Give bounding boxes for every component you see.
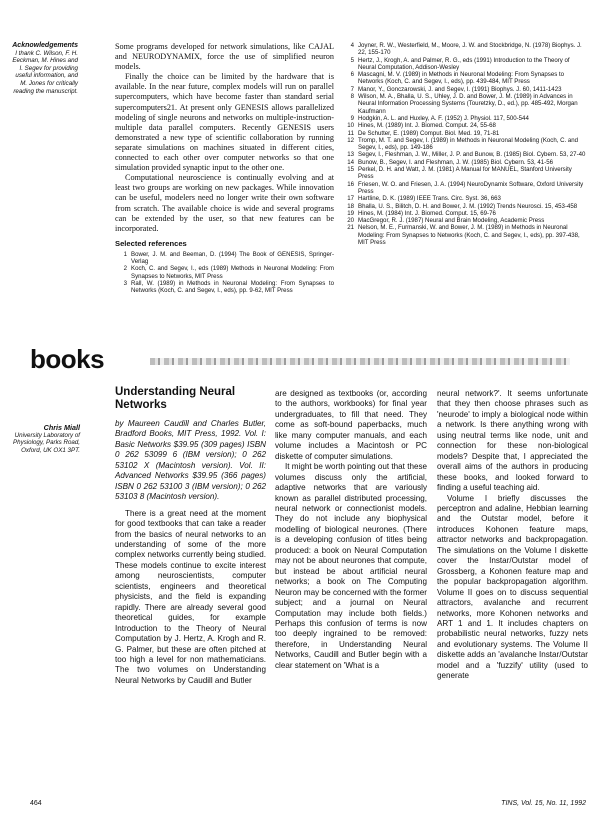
reference-text: Bhalla, U. S., Bilitch, D. H. and Bower, J. M. (1992) Trends Neurosci. 15, 453-458 <box>358 202 578 210</box>
reference-item <box>342 122 588 129</box>
reference-text: Perkel, D. H. and Watt, J. M. (1981) A Manual for MANUEL, Stanford University Press <box>358 166 572 181</box>
reference-number: 5 <box>350 56 354 64</box>
reference-number: 8 <box>350 93 354 101</box>
reference-item <box>342 86 588 93</box>
reference-number: 14 <box>347 158 354 166</box>
reference-number: 19 <box>347 209 354 217</box>
reference-item <box>342 224 588 246</box>
reference-number: 10 <box>347 122 354 130</box>
review-column-2 <box>275 389 427 671</box>
reference-item <box>342 210 588 217</box>
reference-number: 9 <box>350 114 354 122</box>
reference-number: 4 <box>350 42 354 49</box>
reference-text: Segev, I., Fleshman, J. W., Miller, J. P. and Bunow, B. (1985) Biol. Cybern. 53, 27-40 <box>358 151 586 159</box>
reference-list-right <box>342 42 588 246</box>
reference-item <box>342 159 588 166</box>
reference-text: Friesen, W. O. and Friesen, J. A. (1994) NeuroDynamix Software, Oxford University Press <box>358 180 584 195</box>
reference-text: Tromp, M. T. and Segev, I. (1989) in Methods in Neuronal Modeling (Koch, C. and Segev, I., eds), pp. 149-186 <box>358 136 579 152</box>
review-column-3 <box>437 389 588 682</box>
reference-item <box>342 217 588 224</box>
paragraph: are designed as textbooks (or, according to the authors, workbooks) for final year undergraduates, to fill that need. They come as soft-bound paperbacks, much like many computer manuals, and each volume includes a Macintosh or PC diskette of computer simulations. <box>275 389 427 461</box>
page-number: 464 <box>30 800 42 807</box>
reference-number: 11 <box>347 129 354 137</box>
reference-item <box>342 137 588 152</box>
reference-number: 7 <box>350 85 354 93</box>
reference-item <box>342 130 588 137</box>
journal-citation: TINS, Vol. 15, No. 11, 1992 <box>501 800 586 807</box>
reference-text: Wilson, M. A., Bhalla, U. S., Uhley, J. D. and Bower, J. M. (1989) in Advances in Neural Information Processing Systems (Touretzky, D., ed.), pp. 485-492, Morgan Kaufmann <box>358 93 578 115</box>
reference-item <box>342 181 588 196</box>
books-section-band <box>0 344 600 374</box>
reference-number: 20 <box>347 217 354 225</box>
acknowledgements-heading: Acknowledgements <box>12 42 78 49</box>
acknowledgements-sidebar <box>8 42 78 95</box>
paragraph: There is a great need at the moment for good textbooks that can take a reader from the basics of neural networks to an understanding of some of the more complex networks currently being studied. These models continue to excite interest among neuroscientists, computer scientists, engineers and theoretical physicists, and the field is expanding rapidly. There are already several good theoretical guides, for example Introduction to the Theory of Neural Computation by J. Hertz, A. Krogh and R. G. Palmer, but these are often pitched at too high a level for non mathematicians. The two volumes on Understanding Neural Networks by Caudill and Butler <box>115 508 266 685</box>
reference-text: Hodgkin, A. L. and Huxley, A. F. (1952) J. Physiol. 117, 500-544 <box>358 114 529 122</box>
paragraph: neural network?'. It seems unfortunate that they then choose phrases such as 'neurode' to imply a biological node within a network. Is there anything wrong with using neutral terms like node, unit and connection for these non-biological models? Despite that, I appreciated the overall aims of the authors in producing these books, and looked forward to finding a useful teaching aid. <box>437 389 588 493</box>
reference-number: 18 <box>347 202 354 210</box>
reference-item <box>115 251 334 266</box>
reference-text: Nelson, M. E., Furmanski, W. and Bower, J. M. (1989) in Methods in Neuronal Modeling: From Synapses to Networks (Koch, C. and Segev, I., eds), pp. 397-438, MIT Press <box>358 224 580 247</box>
reference-item <box>342 203 588 210</box>
reference-item <box>342 42 588 57</box>
reference-text: De Schutter, E. (1989) Comput. Biol. Med. 19, 71-81 <box>358 129 500 137</box>
reference-number: 16 <box>347 180 354 188</box>
reference-item <box>342 151 588 158</box>
reference-text: Hines, M. (1989) Int. J. Biomed. Comput. 24, 55-68 <box>358 122 496 130</box>
book-citation: by Maureen Caudill and Charles Butler, Bradford Books, MIT Press, 1992. Vol. I: Basic Networks $39.95 (309 pages) ISBN 0 262 53099 6 (IBM version); 0 262 53102 X (Macintosh version). Vol. II: Advanced Networks $39.95 (366 pages) ISBN 0 262 53100 3 (IBM version); 0 262 53103 8 (Macintosh version). <box>115 419 266 502</box>
reference-text: Bunow, B., Segev, I. and Fleshman, J. W. (1985) Biol. Cybern. 53, 41-56 <box>358 158 553 166</box>
reviewer-sidebar <box>8 424 80 454</box>
reference-item <box>342 195 588 202</box>
reference-text: Hines, M. (1984) Int. J. Biomed. Comput. 15, 69-76 <box>358 209 496 217</box>
reference-number: 2 <box>123 265 127 273</box>
paragraph: Some programs developed for network simulations, like CAJAL and NEURODYNAMIX, force the use of simplified neuron models. <box>115 42 334 72</box>
reference-item <box>115 265 334 280</box>
reference-number: 6 <box>350 71 354 79</box>
selected-references-heading: Selected references <box>115 238 187 248</box>
reference-item <box>342 166 588 181</box>
reference-text: Hartline, D. K. (1989) IEEE Trans. Circ. Syst. 36, 663 <box>358 195 501 203</box>
reference-number: 13 <box>347 151 354 159</box>
reference-number: 12 <box>347 136 354 144</box>
reference-list-left <box>115 251 334 295</box>
reference-text: Joyner, R. W., Westerfield, M., Moore, J. W. and Stockbridge, N. (1978) Biophys. J. 22, 155-170 <box>358 42 582 57</box>
reference-text: Mascagni, M. V. (1989) in Methods in Neuronal Modeling: From Synapses to Networks (Koch, C. and Segev, I., eds), pp. 439-484, MIT Press <box>358 71 565 86</box>
reference-text: Hertz, J., Krogh, A. and Palmer, R. G., eds (1991) Introduction to the Theory of Neural Computation, Addison-Wesley <box>358 56 570 71</box>
reference-item <box>342 71 588 86</box>
reference-item <box>342 57 588 72</box>
reference-text: Manor, Y., Gonczarowski, J. and Segev, I. (1991) Biophys. J. 60, 1411-1423 <box>358 85 562 93</box>
reference-item <box>342 115 588 122</box>
reference-text: MacGregor, R. J. (1987) Neural and Brain Modeling, Academic Press <box>358 217 545 225</box>
review-title: Understanding Neural Networks <box>115 386 236 411</box>
reference-number: 17 <box>347 195 354 203</box>
reference-number: 1 <box>123 250 127 258</box>
decorative-strip <box>150 358 570 365</box>
acknowledgements-text: I thank C. Wilson, F. H. Eeckman, M. Hines and I. Segev for providing useful information, and M. Jones for critically reading the manuscript. <box>12 49 78 95</box>
reference-number: 3 <box>123 280 127 288</box>
review-column-1 <box>115 419 266 686</box>
reference-text: Rall, W. (1989) in Methods in Neuronal Modeling: From Synapses to Networks (Koch, C. and Segev, I., eds), pp. 9-62, MIT Press <box>131 280 334 295</box>
books-section-title: books <box>30 344 105 374</box>
reference-number: 15 <box>347 166 354 174</box>
reference-text: Koch, C. and Segev, I., eds (1989) Methods in Neuronal Modeling: From Synapses to Networks, MIT Press <box>131 265 334 280</box>
reviewer-affiliation: University Laboratory of Physiology, Parks Road, Oxford, UK OX1 3PT. <box>13 431 80 454</box>
article-text-top <box>115 42 334 295</box>
paragraph: Finally the choice can be limited by the hardware that is available. In the near future, complex models will run on parallel supercomputers, which have become faster than standard serial supercomputers21. At present only GENESIS allows parallelized modeling of single neurons and networks on multiple-instruction-multiple data parallel computers. Recently GENESIS users demonstrated a new type of scientific collaboration by running separate simulations on machines situated in different cities, connected to each other over computer networks so that one simulation provided synaptic input to the other one. <box>115 72 334 173</box>
paragraph: Volume I briefly discusses the perceptron and adaline, Hebbian learning and the Outstar model, before it introduces Kohonen feature maps, attractor networks and backpropagation. The simulations on the Volume I diskette cover the Instar/Outstar model of Grossberg, a Kohonen feature map and the popular backpropagation algorithm. Volume II goes on to discuss sequential attractors, avalanche and recurrent networks, more Kohonen networks and ART 1 and 1. It includes chapters on probabilistic neural networks, fuzzy nets and evolutionary systems. The Volume II diskette adds an 'avalanche Instar/Outstar model and a 'fuzzify' utility (used to generate <box>437 493 588 681</box>
reference-item <box>342 93 588 115</box>
reference-number: 21 <box>347 224 354 232</box>
paragraph: Computational neuroscience is continually evolving and at least two groups are working on new packages. While innovation can be useful, modelers need no longer write their own software from scratch. The available choice is wide and several programs can be extended by the user, so that new features can be incorporated. <box>115 173 334 233</box>
reference-item <box>115 280 334 295</box>
reviewer-name: Chris Miall <box>43 423 80 432</box>
reference-text: Bower, J. M. and Beeman, D. (1994) The Book of GENESIS, Springer-Verlag <box>131 250 334 266</box>
paragraph: It might be worth pointing out that these volumes discuss only the artificial, adaptive networks that are variously known as parallel distributed processing, neural network or connectionist models. They do not include any biophysical modelling of biological neurones. (There is a developing confusion of titles being produced: a book on Neural Computation may not be about neurones that compute, but instead be about artificial neural networks; a book on The Computing Neuron may be concerned with the former subject; and a journal on Neural Computation may include both fields.) Perhaps this confusion of terms is now too deeply ingrained to be removed: therefore, in Understanding Neural Networks, Caudill and Butler begin with a clear statement on 'What is a <box>275 462 427 670</box>
